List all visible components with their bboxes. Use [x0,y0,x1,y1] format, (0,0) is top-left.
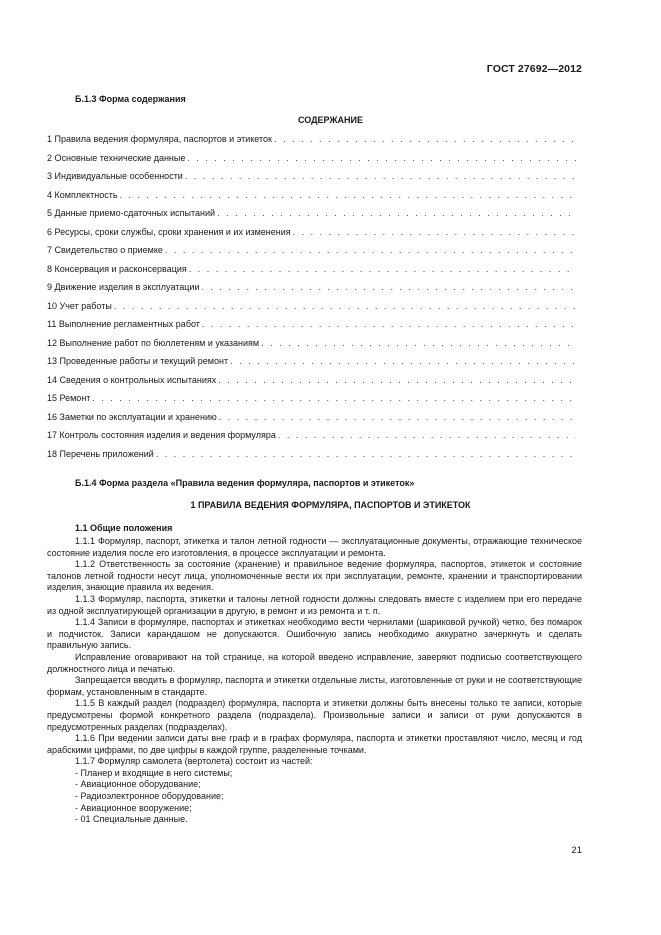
toc-item [47,319,576,338]
toc-dot-leader [217,208,576,218]
toc-item [47,430,576,449]
toc-item-label: 11 Выполнение регламентных работ [47,319,200,329]
body-paragraph: 1.1.2 Ответственность за состояние (хранение) и правильное ведение формуляра, паспортов, этикеток и состояние талонов летной годности несут лица, уполномоченные вести их при эксплуатации, ремонте, хранении и транспортировании изделия, знающие правила их ведения. [47,559,582,593]
toc-item [47,208,576,227]
toc-dot-leader [293,227,576,237]
toc-item [47,375,576,394]
toc-item [47,227,576,246]
body-paragraph: 1.1.7 Формуляр самолета (вертолета) состоит из частей: [75,756,313,767]
list-item: - Авиационное оборудование; [75,779,201,790]
toc-item [47,245,576,264]
toc-dot-leader [202,319,576,329]
toc-item [47,412,576,431]
list-item: - Радиоэлектронное оборудование; [75,791,224,802]
body-paragraph: 1.1.6 При ведении записи даты вне граф и в графах формуляра, паспорта и этикетки проставляют число, месяц и год арабскими цифрами, по две цифры в каждой группе, разделенные точками. [47,733,582,755]
toc-dot-leader [156,449,576,459]
toc-item-label: 10 Учет работы [47,300,112,311]
section-b14-heading: Б.1.4 Форма раздела «Правила ведения формуляра, паспортов и этикеток» [75,478,415,488]
toc-item-label: 4 Комплектность [47,189,118,200]
section-b13-heading: Б.1.3 Форма содержания [75,94,186,104]
body-paragraph: 1.1.1 Формуляр, паспорт, этикетка и талон летной годности — эксплуатационные документы, отражающие техническое состояние изделия после его изготовления, в процессе эксплуатации и ремонта. [47,536,582,558]
body-paragraph: 1.1.5 В каждый раздел (подраздел) формуляра, паспорта и этикетки должны быть внесены только те записи, которые предусмотрены формой конкретного раздела (подраздела). Произвольные записи и записи от руки допускаются в предусмотренных разделах (подразделах). [47,698,582,732]
toc-item [47,190,576,209]
toc-item [47,301,576,320]
toc-dot-leader [92,393,576,403]
list-item: - Планер и входящие в него системы; [75,767,233,778]
body-paragraph: 1.1.4 Записи в формуляре, паспортах и этикетках необходимо вести чернилами (шариковой ручкой) четко, без помарок и подчисток. Записи карандашом не допускаются. Ошибочную запись необходимо аккуратно зачеркнуть и сделать правильную запись. [47,617,582,651]
toc-item-label: 6 Ресурсы, сроки службы, сроки хранения и их изменения [47,226,291,237]
toc-item-label: 12 Выполнение работ по бюллетеням и указаниям [47,337,260,348]
section-1-title: 1 ПРАВИЛА ВЕДЕНИЯ ФОРМУЛЯРА, ПАСПОРТОВ И ЭТИКЕТОК [190,500,471,510]
toc-title: СОДЕРЖАНИЕ [297,115,364,125]
body-paragraph: 1.1.3 Формуляр, паспорта, этикетки и талоны летной годности должны следовать вместе с изделием при его передаче из одной эксплуатирующей организации в другую, в ремонт и из ремонта и т. п. [47,593,582,616]
toc-item [47,134,576,153]
toc-dot-leader [114,301,576,311]
toc-item [47,449,576,468]
toc-item-label: 15 Ремонт [47,393,91,403]
toc-dot-leader [165,245,576,255]
toc-dot-leader [202,282,577,292]
toc-item-label: 1 Правила ведения формуляра, паспортов и этикеток [47,134,272,144]
toc-dot-leader [274,134,576,144]
toc-item-label: 17 Контроль состояния изделия и ведения формуляра [47,430,276,440]
toc-dot-leader [218,375,576,385]
toc-item [47,356,576,375]
toc-item [47,153,576,172]
toc-dot-leader [120,190,576,200]
list-item: - Авиационное вооружение; [75,802,192,813]
list-item: - 01 Специальные данные. [75,814,188,825]
toc-item-label: 2 Основные технические данные [47,152,186,163]
toc-item-label: 13 Проведенные работы и текущий ремонт [47,356,229,366]
toc-item [47,338,576,357]
table-of-contents [47,134,576,467]
toc-item-label: 3 Индивидуальные особенности [47,171,183,181]
toc-dot-leader [261,338,576,348]
toc-item-label: 7 Свидетельство о приемке [47,245,163,255]
toc-dot-leader [187,153,576,163]
toc-dot-leader [189,264,576,274]
section-body [47,536,582,826]
body-paragraph: Запрещается вводить в формуляр, паспорта и этикетки отдельные листы, изготовленные от руки и не соответствующие формам, установленным в стандарте. [47,675,582,697]
toc-item-label: 8 Консервация и расконсервация [47,263,187,274]
toc-dot-leader [230,356,576,366]
toc-dot-leader [185,171,576,181]
page-number: 21 [571,845,582,856]
toc-item-label: 18 Перечень приложений [47,448,154,459]
toc-item [47,171,576,190]
standard-code-header: ГОСТ 27692—2012 [486,63,582,75]
toc-item [47,393,576,412]
toc-dot-leader [278,430,576,440]
subsection-1-1-title: 1.1 Общие положения [75,523,173,533]
toc-item-label: 16 Заметки по эксплуатации и хранению [47,411,217,422]
toc-item [47,264,576,283]
toc-dot-leader [219,412,576,422]
toc-item [47,282,576,301]
body-paragraph: Исправление оговаривают на той странице, на которой введено исправление, заверяют подписью соответствующего должностного лица и печатью. [47,651,582,674]
toc-item-label: 14 Сведения о контрольных испытаниях [47,374,217,385]
toc-item-label: 5 Данные приемо-сдаточных испытаний [47,208,216,218]
toc-item-label: 9 Движение изделия в эксплуатации [47,282,200,292]
